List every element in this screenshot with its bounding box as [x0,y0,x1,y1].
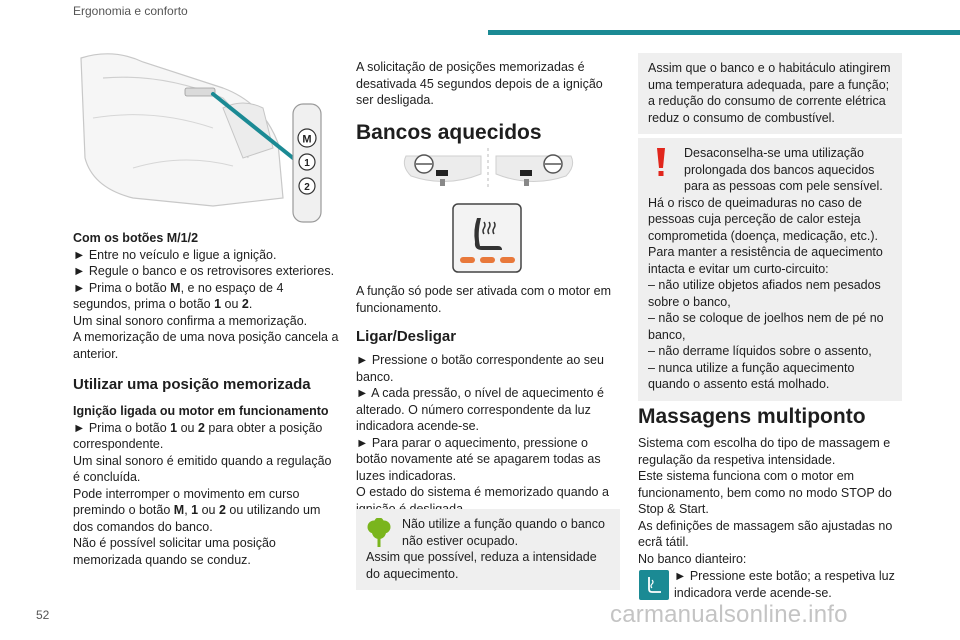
eco-line: Assim que o banco e o habitáculo atingirem uma temperatura adequada, pare a função; a redução do consumo de corrente elétrica reduz o consumo de combustível. [648,61,891,125]
massage-step-text: ► Pressione este botão; a respetiva luz indicadora verde acende-se. [674,569,895,600]
massage-line: As definições de massagem são ajustadas no ecrã tátil. [638,518,893,549]
warning-exclamation-icon [654,147,668,177]
on-off-heading: Ligar/Desligar [356,328,457,345]
heat-level-led-1 [460,257,475,263]
eco-leaf-icon [366,518,392,548]
memo-step: ► Prima o botão M, e no espaço de 4 segundos, prima o botão 1 ou 2. [73,280,284,311]
heat-level-led-2 [480,257,495,263]
on-off-step: ► A cada pressão, o nível de aquecimento é alterado. O número correspondente da luz indicadora acende-se. [356,386,604,433]
right-seat-heating-button [496,155,573,186]
massage-line: No banco dianteiro: [638,551,747,566]
massage-line: Sistema com escolha do tipo de massagem e regulação da respetiva intensidade. [638,436,891,467]
warning-line: – nunca utilize a função aquecimento quando o assento está molhado. [648,360,855,391]
on-off-step: ► Para parar o aquecimento, pressione o botão novamente até se apagarem todas as luzes indicadoras. [356,435,601,483]
massage-button-icon[interactable] [639,570,669,600]
left-seat-heating-button [404,155,481,186]
memory-button-2[interactable] [299,178,315,194]
watermark: carmanualsonline.info [610,601,848,628]
warning-line: – não derrame líquidos sobre o assento, [648,344,872,358]
eco-driving-box-continued [638,53,902,134]
memo-line: Um sinal sonoro confirma a memorização. [73,313,308,328]
eco-line: Assim que possível, reduza a intensidade do aquecimento. [366,550,597,581]
door-memory-buttons [185,88,215,96]
memo-line: A memorização de uma nova posição cancela a anterior. [73,330,339,361]
massage-heading: Massagens multiponto [638,405,866,428]
memo-title: Com os botões M/1/2 [73,231,199,245]
svg-text:2: 2 [304,182,310,193]
header-title: Ergonomia e conforto [73,4,188,18]
massage-line: Este sistema funciona com o motor em funcionamento, bem como no modo STOP do Stop & Start. [638,469,892,516]
eco-line: Não utilize a função quando o banco não estiver ocupado. [402,517,605,548]
warning-line: – não utilize objetos afiados nem pesados sobre o banco, [648,278,881,309]
final-line: Não é possível solicitar uma posição memorizada quando se conduz. [73,536,276,567]
seat-memory-figure [73,48,328,223]
page-number: 52 [36,608,50,622]
heated-seats-heading: Bancos aquecidos [356,120,542,144]
heated-seat-controls-figure [356,146,620,276]
heat-level-led-3 [500,257,515,263]
memo-step: ► Entre no veículo e ligue a ignição. [73,247,277,262]
use-step: ► Prima o botão 1 ou 2 para obter a posição correspondente. [73,420,323,451]
warning-line: Há o risco de queimaduras no caso de pessoas cuja perceção de calor esteja comprometida (doença, medicação, etc.). [648,195,878,243]
svg-text:1: 1 [304,158,310,169]
svg-text:M: M [302,133,312,146]
use-subtitle: Ignição ligada ou motor em funcionamento [73,404,329,418]
memory-button-m[interactable] [298,129,316,147]
warning-box [638,138,902,401]
memo-step: ► Regule o banco e os retrovisores exteriores. [73,264,335,278]
header-accent-bar [488,30,960,35]
seat-heating-button-closeup[interactable] [453,204,521,272]
function-note: A função só pode ser ativada com o motor em funcionamento. [356,284,611,315]
warning-line: – não se coloque de joelhos nem de pé no banco, [648,311,884,342]
use-heading: Utilizar uma posição memorizada [73,376,311,393]
on-off-step: ► Pressione o botão correspondente ao seu banco. [356,353,604,384]
memory-deactivation-note: A solicitação de posições memorizadas é desativada 45 segundos depois de a ignição ser desligada. [356,60,603,107]
eco-driving-box [356,509,620,590]
massage-button-step [638,568,903,601]
warning-line: Para manter a resistência de aquecimento intacta e evitar um curto-circuito: [648,245,883,276]
interrupt-line: Pode interromper o movimento em curso premindo o botão M, 1 ou 2 ou utilizando um dos comandos do banco. [73,486,321,534]
warning-line: Desaconselha-se uma utilização prolongada dos bancos aquecidos para as pessoas com pele sensível. [684,146,883,193]
on-off-step: O estado do sistema é memorizado quando a [356,485,609,499]
memory-button-1[interactable] [299,154,315,170]
use-line: Um sinal sonoro é emitido quando a regulação é concluída. [73,453,332,484]
